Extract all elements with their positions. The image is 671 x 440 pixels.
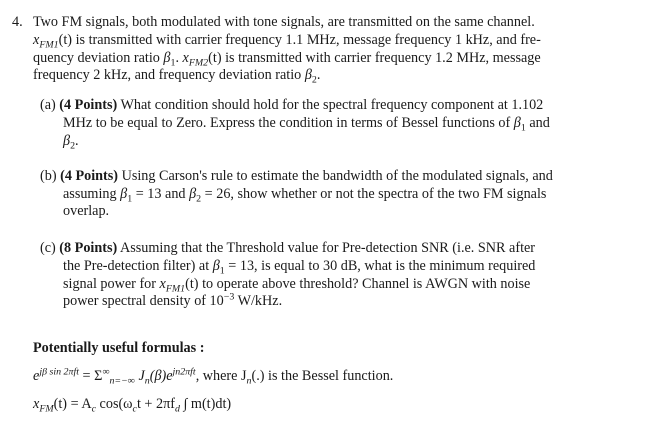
formulas-heading: Potentially useful formulas : <box>33 340 205 356</box>
part-a-points: (4 Points) <box>59 97 118 113</box>
part-c-label: (c) <box>40 240 56 256</box>
formula-bessel-expansion: $e^{j\beta sin 2\pi ft} = \Sigma^\infty_{n=-\infty}$ $J_n(\beta)e^{jn2\pi ft}$, where $J_n(.)$ is the Bessel function. <box>33 366 394 387</box>
part-b-line-1: (b) (4 Points) Using Carson's rule to estimate the bandwidth of the modulated signals, and <box>40 168 553 184</box>
part-b-label: (b) <box>40 168 57 184</box>
problem-intro-line-1: Two FM signals, both modulated with tone signals, are transmitted on the same channel. <box>33 14 535 30</box>
part-c-line-4: power spectral density of $10^{-3}$ W/kHz. <box>63 291 283 309</box>
summation-symbol: Σ <box>94 368 103 384</box>
part-a-line-1: (a) (4 Points) What condition should hold for the spectral frequency component at 1.102 <box>40 97 544 113</box>
part-c-points: (8 Points) <box>59 240 118 256</box>
part-b-line-3: overlap. <box>63 203 110 219</box>
part-c-line-1: (c) (8 Points) Assuming that the Threshold value for Pre-detection SNR (i.e. SNR after <box>40 240 536 256</box>
problem-intro-line-2: $x_{FM1}(t)$ is transmitted with carrier frequency 1.1 MHz, message frequency 1 kHz, and fre- <box>33 32 541 51</box>
part-b-line-2: assuming $\beta_1 = 13$ and $\beta_2 = 26$, show whether or not the spectra of the two FM signals <box>63 186 547 205</box>
part-a-line-3: $\beta_2$. <box>63 133 79 152</box>
part-a-line-2: MHz to be equal to Zero. Express the condition in terms of Bessel functions of $\beta_1$ and <box>63 115 550 134</box>
part-b-points: (4 Points) <box>60 168 119 184</box>
formula-fm-signal: $x_{FM}(t) = A_c$ $\cos(\omega_ct + 2\pi f_d$ ∫ m(t)dt) <box>33 396 232 415</box>
problem-intro-line-4: frequency 2 kHz, and frequency deviation ratio $\beta_2$. <box>33 67 321 86</box>
part-a-label: (a) <box>40 97 56 113</box>
part-c-line-2: the Pre-detection filter) at $\beta_1 = 13$, is equal to 30 dB, what is the minimum required <box>63 258 536 277</box>
part-c-line-3: signal power for $x_{FM1}(t)$ to operate above threshold? Channel is AWGN with noise <box>63 276 531 295</box>
problem-intro-line-3: quency deviation ratio $\beta_1$. $x_{FM2}(t)$ is transmitted with carrier frequency 1.2 MHz, message <box>33 50 541 69</box>
problem-number: 4. <box>12 14 23 30</box>
